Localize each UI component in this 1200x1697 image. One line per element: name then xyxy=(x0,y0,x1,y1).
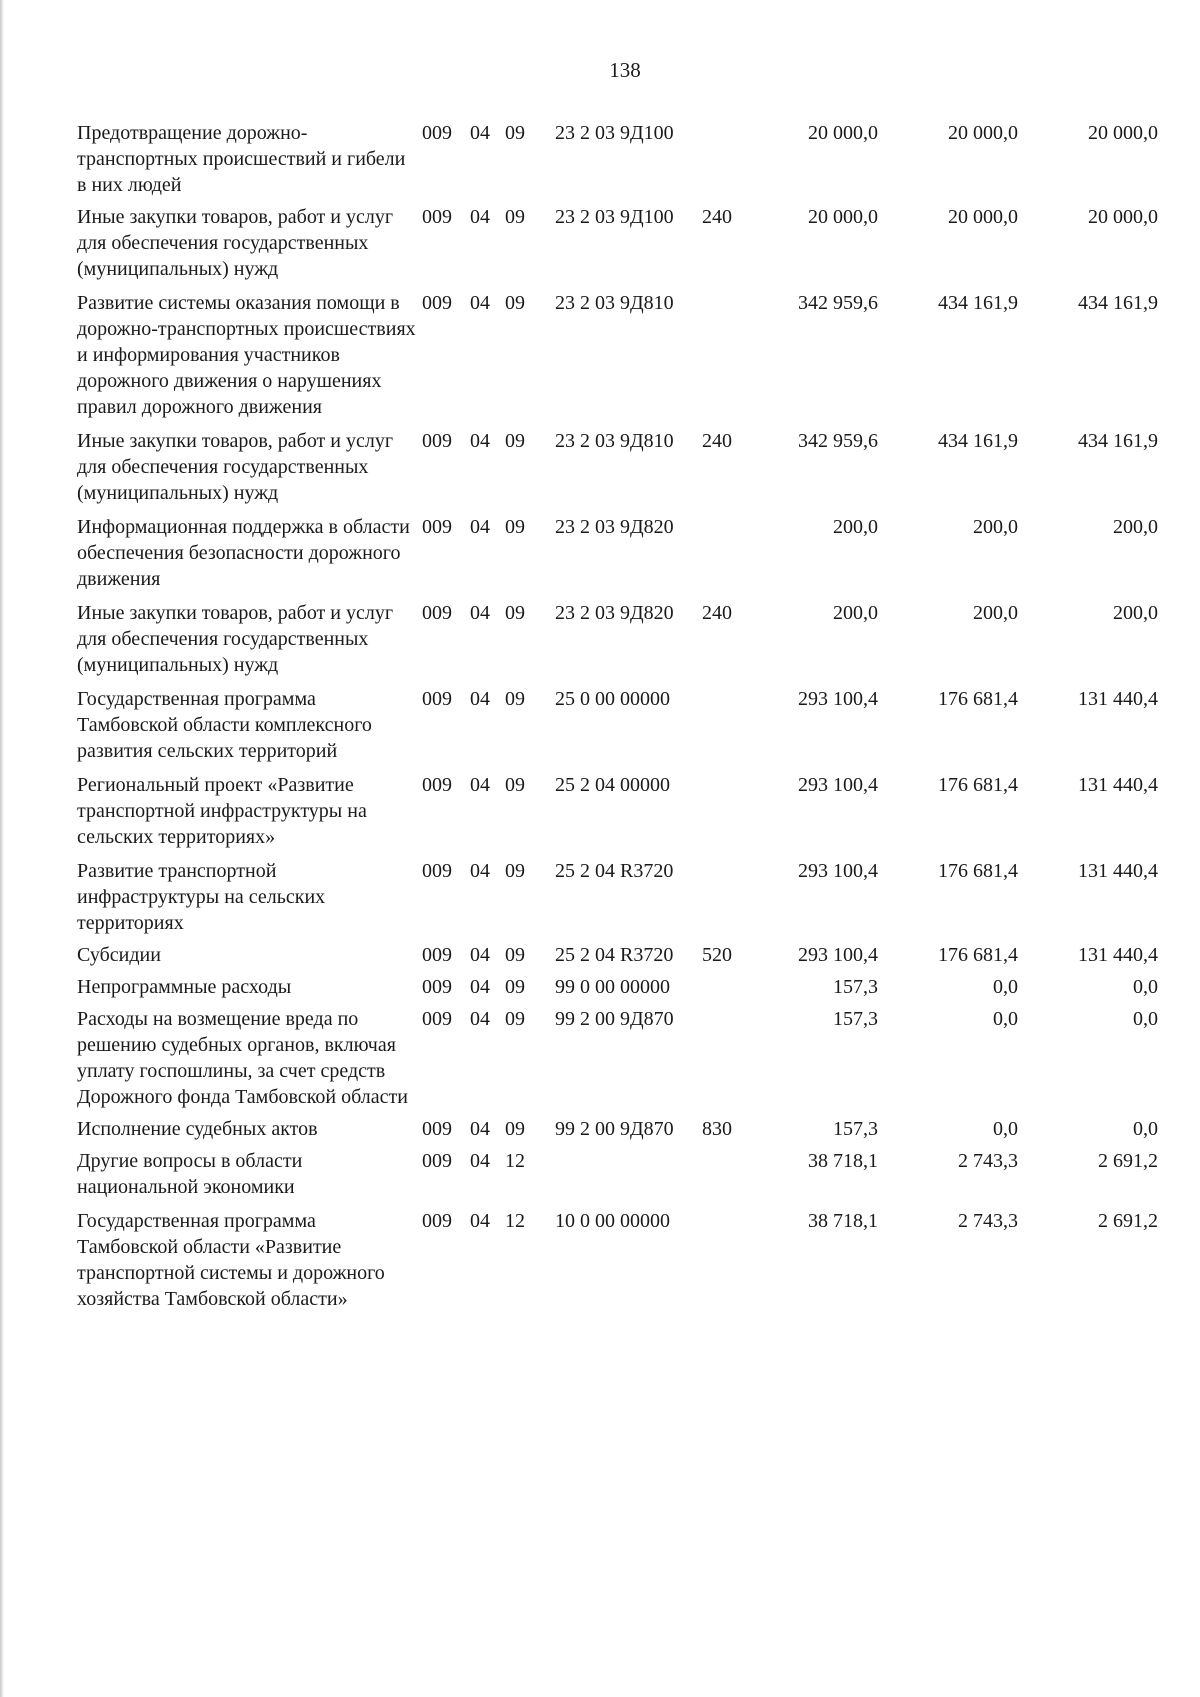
table-row xyxy=(0,858,1200,936)
row-kvsr: 009 xyxy=(422,774,452,796)
row-year2-amount: 0,0 xyxy=(993,1008,1018,1030)
row-name: Региональный проект «Развитие транспортной инфраструктуры на сельских территориях» xyxy=(77,774,367,848)
row-year3-amount: 131 440,4 xyxy=(1078,688,1158,710)
row-year2-amount: 176 681,4 xyxy=(938,944,1018,966)
table-row xyxy=(0,772,1200,850)
row-pr: 09 xyxy=(505,1008,525,1030)
row-year3-amount: 131 440,4 xyxy=(1078,860,1158,882)
row-pr: 09 xyxy=(505,206,525,228)
row-rz: 04 xyxy=(470,1118,490,1140)
row-year2-amount: 20 000,0 xyxy=(948,122,1018,144)
row-year3-amount: 200,0 xyxy=(1113,516,1158,538)
row-year1-amount: 157,3 xyxy=(833,1008,878,1030)
row-year2-amount: 200,0 xyxy=(973,602,1018,624)
row-kvsr: 009 xyxy=(422,122,452,144)
row-rz: 04 xyxy=(470,1008,490,1030)
row-csr: 10 0 00 00000 xyxy=(555,1210,670,1232)
row-name: Государственная программа Тамбовской области комплексного развития сельских территорий xyxy=(77,688,372,762)
row-kvsr: 009 xyxy=(422,516,452,538)
row-pr: 09 xyxy=(505,860,525,882)
row-rz: 04 xyxy=(470,122,490,144)
row-csr: 23 2 03 9Д810 xyxy=(555,292,674,314)
row-pr: 09 xyxy=(505,602,525,624)
row-pr: 09 xyxy=(505,944,525,966)
row-pr: 09 xyxy=(505,774,525,796)
row-rz: 04 xyxy=(470,976,490,998)
row-csr: 23 2 03 9Д820 xyxy=(555,516,674,538)
table-row xyxy=(0,428,1200,506)
row-year1-amount: 342 959,6 xyxy=(798,430,878,452)
row-csr: 99 2 00 9Д870 xyxy=(555,1118,674,1140)
table-row xyxy=(0,600,1200,678)
row-year2-amount: 176 681,4 xyxy=(938,688,1018,710)
row-csr: 25 2 04 R3720 xyxy=(555,944,674,966)
row-year2-amount: 0,0 xyxy=(993,1118,1018,1140)
table-row xyxy=(0,1116,1200,1142)
row-csr: 25 0 00 00000 xyxy=(555,688,670,710)
row-pr: 09 xyxy=(505,1118,525,1140)
row-pr: 09 xyxy=(505,688,525,710)
row-year3-amount: 0,0 xyxy=(1133,1008,1158,1030)
row-csr: 25 2 04 00000 xyxy=(555,774,670,796)
row-kvsr: 009 xyxy=(422,206,452,228)
row-rz: 04 xyxy=(470,688,490,710)
row-rz: 04 xyxy=(470,206,490,228)
row-name: Иные закупки товаров, работ и услуг для обеспечения государственных (муниципальных) нужд xyxy=(77,430,394,504)
row-year3-amount: 200,0 xyxy=(1113,602,1158,624)
row-kvsr: 009 xyxy=(422,1118,452,1140)
row-year1-amount: 200,0 xyxy=(833,516,878,538)
row-kvsr: 009 xyxy=(422,860,452,882)
row-rz: 04 xyxy=(470,430,490,452)
row-pr: 09 xyxy=(505,122,525,144)
row-rz: 04 xyxy=(470,1150,490,1172)
row-year3-amount: 0,0 xyxy=(1133,1118,1158,1140)
row-vr: 240 xyxy=(702,206,732,228)
row-year3-amount: 2 691,2 xyxy=(1098,1150,1158,1172)
row-pr: 12 xyxy=(505,1150,525,1172)
page-number: 138 xyxy=(609,58,641,82)
row-year1-amount: 293 100,4 xyxy=(798,774,878,796)
row-year1-amount: 20 000,0 xyxy=(808,206,878,228)
row-name: Иные закупки товаров, работ и услуг для обеспечения государственных (муниципальных) нужд xyxy=(77,602,394,676)
row-kvsr: 009 xyxy=(422,1210,452,1232)
row-year1-amount: 200,0 xyxy=(833,602,878,624)
table-row xyxy=(0,974,1200,1000)
table-row xyxy=(0,120,1200,198)
row-csr: 23 2 03 9Д100 xyxy=(555,206,674,228)
row-year3-amount: 0,0 xyxy=(1133,976,1158,998)
row-year1-amount: 293 100,4 xyxy=(798,860,878,882)
row-year3-amount: 434 161,9 xyxy=(1078,292,1158,314)
row-name: Развитие системы оказания помощи в дорожно-транспортных происшествиях и информирования участников дорожного движения о нарушениях правил дорожного движения xyxy=(77,292,416,418)
row-name: Расходы на возмещение вреда по решению судебных органов, включая уплату госпошлины, за счет средств Дорожного фонда Тамбовской области xyxy=(77,1008,408,1108)
row-kvsr: 009 xyxy=(422,292,452,314)
row-rz: 04 xyxy=(470,774,490,796)
row-kvsr: 009 xyxy=(422,1008,452,1030)
row-year2-amount: 434 161,9 xyxy=(938,430,1018,452)
row-year2-amount: 176 681,4 xyxy=(938,774,1018,796)
row-year1-amount: 293 100,4 xyxy=(798,688,878,710)
row-pr: 12 xyxy=(505,1210,525,1232)
row-year2-amount: 2 743,3 xyxy=(958,1210,1018,1232)
row-year1-amount: 293 100,4 xyxy=(798,944,878,966)
row-kvsr: 009 xyxy=(422,430,452,452)
row-year3-amount: 434 161,9 xyxy=(1078,430,1158,452)
row-csr: 23 2 03 9Д820 xyxy=(555,602,674,624)
row-year1-amount: 38 718,1 xyxy=(808,1150,878,1172)
row-kvsr: 009 xyxy=(422,602,452,624)
row-csr: 99 0 00 00000 xyxy=(555,976,670,998)
row-name: Иные закупки товаров, работ и услуг для обеспечения государственных (муниципальных) нужд xyxy=(77,206,394,280)
row-year2-amount: 0,0 xyxy=(993,976,1018,998)
row-year1-amount: 157,3 xyxy=(833,1118,878,1140)
row-csr: 23 2 03 9Д810 xyxy=(555,430,674,452)
row-vr: 520 xyxy=(702,944,732,966)
table-row xyxy=(0,514,1200,592)
table-row xyxy=(0,1208,1200,1312)
row-year2-amount: 2 743,3 xyxy=(958,1150,1018,1172)
row-year1-amount: 38 718,1 xyxy=(808,1210,878,1232)
row-year1-amount: 157,3 xyxy=(833,976,878,998)
row-rz: 04 xyxy=(470,944,490,966)
row-year3-amount: 131 440,4 xyxy=(1078,944,1158,966)
row-pr: 09 xyxy=(505,292,525,314)
row-year1-amount: 342 959,6 xyxy=(798,292,878,314)
row-kvsr: 009 xyxy=(422,944,452,966)
row-name: Предотвращение дорожно-транспортных происшествий и гибели в них людей xyxy=(77,122,406,196)
row-csr: 25 2 04 R3720 xyxy=(555,860,674,882)
row-rz: 04 xyxy=(470,1210,490,1232)
row-year3-amount: 131 440,4 xyxy=(1078,774,1158,796)
row-rz: 04 xyxy=(470,292,490,314)
row-year1-amount: 20 000,0 xyxy=(808,122,878,144)
row-pr: 09 xyxy=(505,430,525,452)
row-name: Субсидии xyxy=(77,944,161,966)
row-year2-amount: 176 681,4 xyxy=(938,860,1018,882)
row-vr: 830 xyxy=(702,1118,732,1140)
row-name: Другие вопросы в области национальной экономики xyxy=(77,1150,303,1198)
budget-table xyxy=(0,120,1200,1312)
row-name: Непрограммные расходы xyxy=(77,976,292,998)
row-year3-amount: 20 000,0 xyxy=(1088,122,1158,144)
row-kvsr: 009 xyxy=(422,1150,452,1172)
table-row xyxy=(0,1006,1200,1110)
row-name: Исполнение судебных актов xyxy=(77,1118,318,1140)
row-name: Развитие транспортной инфраструктуры на сельских территориях xyxy=(77,860,326,934)
table-row xyxy=(0,1148,1200,1200)
row-csr: 23 2 03 9Д100 xyxy=(555,122,674,144)
table-row xyxy=(0,290,1200,420)
table-row xyxy=(0,942,1200,968)
row-year2-amount: 200,0 xyxy=(973,516,1018,538)
row-csr: 99 2 00 9Д870 xyxy=(555,1008,674,1030)
row-year2-amount: 20 000,0 xyxy=(948,206,1018,228)
row-kvsr: 009 xyxy=(422,976,452,998)
row-rz: 04 xyxy=(470,860,490,882)
row-rz: 04 xyxy=(470,602,490,624)
row-year2-amount: 434 161,9 xyxy=(938,292,1018,314)
row-name: Информационная поддержка в области обеспечения безопасности дорожного движения xyxy=(77,516,410,590)
row-vr: 240 xyxy=(702,602,732,624)
row-year3-amount: 20 000,0 xyxy=(1088,206,1158,228)
row-rz: 04 xyxy=(470,516,490,538)
row-name: Государственная программа Тамбовской области «Развитие транспортной системы и дорожного хозяйства Тамбовской области» xyxy=(77,1210,385,1310)
row-pr: 09 xyxy=(505,516,525,538)
row-kvsr: 009 xyxy=(422,688,452,710)
row-vr: 240 xyxy=(702,430,732,452)
table-row xyxy=(0,204,1200,282)
row-pr: 09 xyxy=(505,976,525,998)
row-year3-amount: 2 691,2 xyxy=(1098,1210,1158,1232)
table-row xyxy=(0,686,1200,764)
